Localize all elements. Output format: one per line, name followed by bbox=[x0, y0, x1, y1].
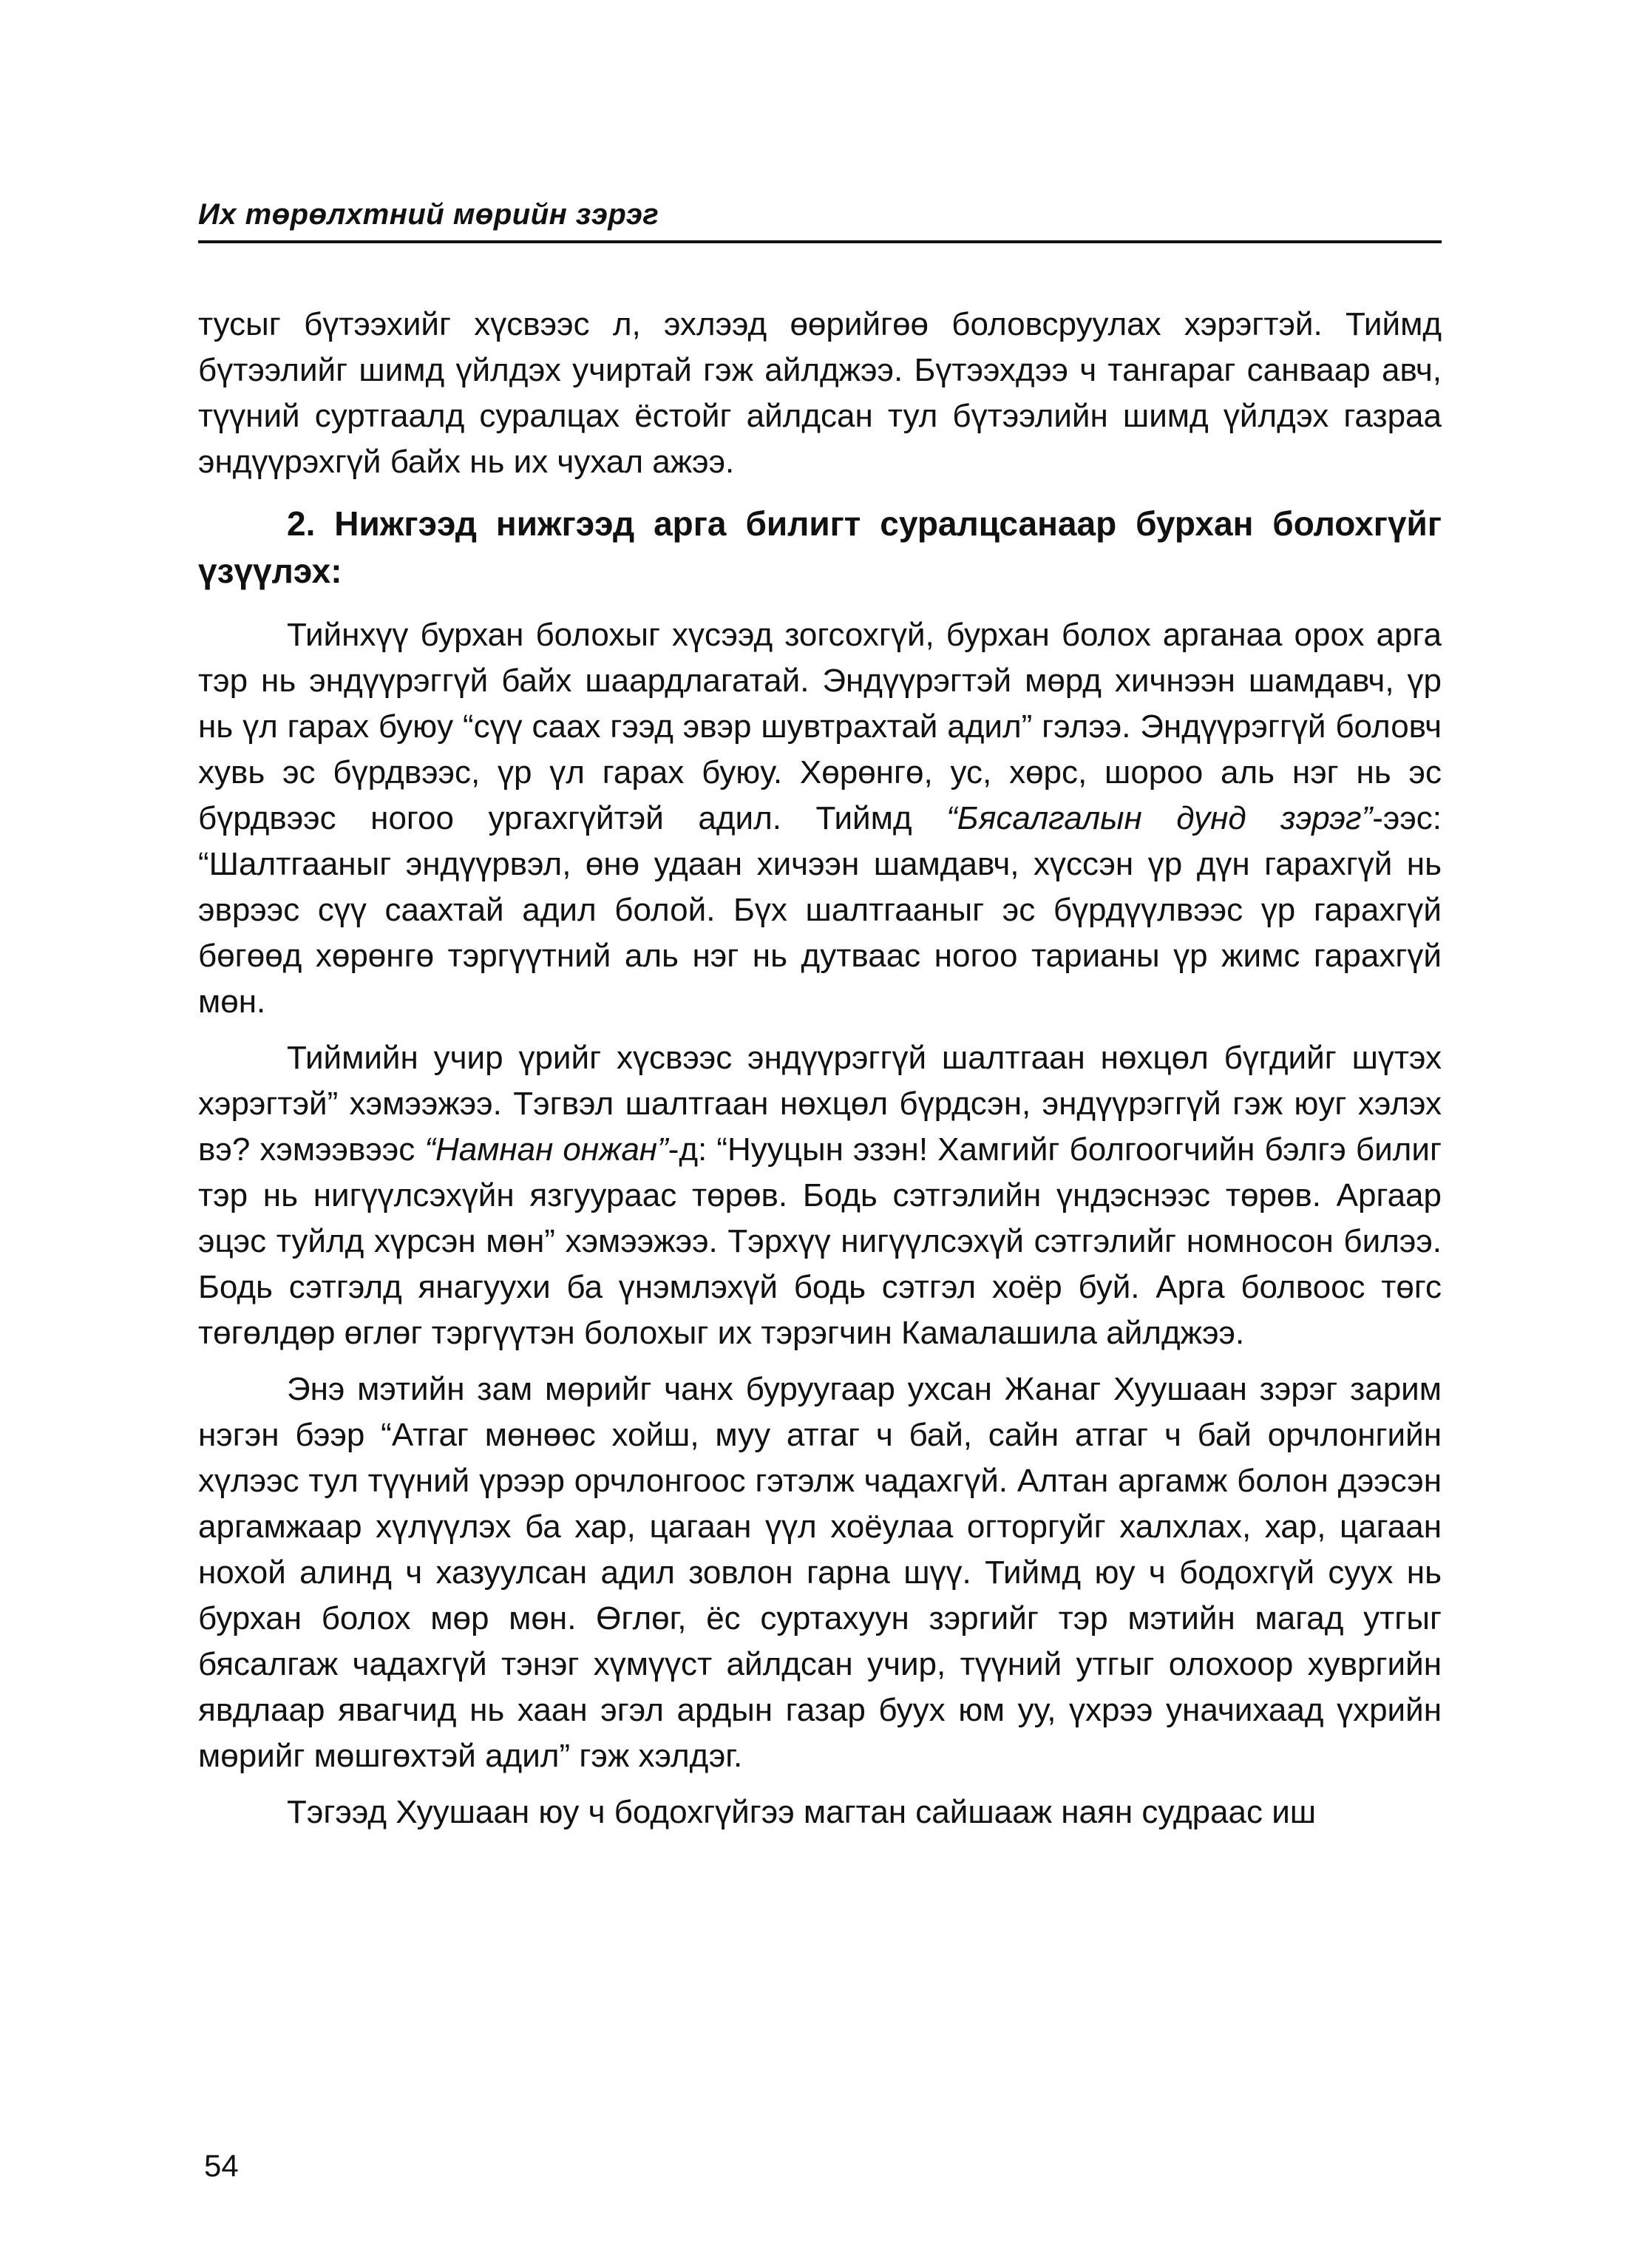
page-number: 54 bbox=[204, 2148, 239, 2183]
paragraph-3-text-b: -д: “Нууцын эзэн! Хамгийг болгоогчийн бэлгэ билиг тэр нь нигүүлсэхүйн язгуураас төрөв. Бодь сэтгэлийн үндэснээс төрөв. Аргаар эцэс туйлд хүрсэн мөн” хэмээжээ. Тэрхүү нигүүлсэхүй сэтгэлийг номносон билээ. Бодь сэтгэлд янагуухи ба үнэмлэхүй бодь сэтгэл хоёр буй. Арга болвоос төгс төгөлдөр өглөг тэргүүтэн болохыг их тэрэгчин Камалашила айлджээ. bbox=[198, 1131, 1442, 1351]
section-heading: 2. Нижгээд нижгээд арга билигт суралцсанаар бурхан болохгүйг үзүүлэх: bbox=[198, 504, 1442, 590]
running-header: Их төрөлхтний мөрийн зэрэг bbox=[198, 198, 659, 231]
body-text bbox=[198, 302, 1442, 1846]
paragraph-3-text-a: Тиймийн учир үрийг хүсвээс эндүүрэггүй шалтгаан нөхцөл бүгдийг шүтэх хэрэгтэй” хэмээжээ. Тэгвэл шалтгаан нөхцөл бүрдсэн, эндүүрэггүй гэж юуг хэлэх вэ? хэмээвээс bbox=[198, 1040, 1442, 1168]
paragraph-2-text-b: -ээс: “Шалтгааныг эндүүрвэл, өнө удаан хичээн шамдавч, хүссэн үр дүн гарахгүй нь эврээс сүү саахтай адил болой. Бүх шалтгааныг эс бүрдүүлвээс үр гарахгүй бөгөөд хөрөнгө тэргүүтний аль нэг нь дутваас ногоо тарианы үр жимс гарахгүй мөн. bbox=[198, 800, 1442, 1020]
paragraph-4: Энэ мэтийн зам мөрийг чанх буруугаар ухсан Жанаг Хуушаан зэрэг зарим нэгэн бээр “Атгаг мөнөөс хойш, муу атгаг ч бай, сайн атгаг ч бай орчлонгийн хүлээс тул түүний үрээр орчлонгоос гэтэлж чадахгүй. Алтан аргамж болон дээсэн аргамжаар хүлүүлэх ба хар, цагаан үүл хоёулаа огторгуйг халхлах, хар, цагаан нохой алинд ч хазуулсан адил зовлон гарна шүү. Тиймд юу ч бодохгүй суух нь бурхан болох мөр мөн. Өглөг, ёс суртахуун зэргийг тэр мэтийн магад утгыг бясалгаж чадахгүй тэнэг хүмүүст айлдсан учир, түүний утгыг олохоор хувргийн явдлаар явагчид нь хаан эгэл ардын газар буух юм уу, үхрээ уначихаад үхрийн мөрийг мөшгөхтэй адил” гэж хэлдэг. bbox=[198, 1371, 1442, 1774]
paragraph-2-citation: “Бясалгалын дунд зэрэг” bbox=[946, 800, 1373, 836]
paragraph-2 bbox=[198, 612, 1442, 1025]
paragraph-1: тусыг бүтээхийг хүсвээс л, эхлээд өөрийгөө боловсруулах хэрэгтэй. Тиймд бүтээлийг шимд үйлдэх учиртай гэж айлджээ. Бүтээхдээ ч тангараг санваар авч, түүний суртгаалд суралцах ёстойг айлдсан тул бүтээлийн шимд үйлдэх газраа эндүүрэхгүй байх нь их чухал ажээ. bbox=[198, 306, 1442, 480]
paragraph-3-citation: “Намнан онжан” bbox=[424, 1131, 668, 1168]
paragraph-3 bbox=[198, 1035, 1442, 1356]
paragraph-5: Тэгээд Хуушаан юу ч бодохгүйгээ магтан сайшааж наян судраас иш bbox=[287, 1794, 1317, 1830]
header-rule bbox=[198, 240, 1442, 243]
paragraph-2-text-a: Тийнхүү бурхан болохыг хүсээд зогсохгүй, бурхан болох арганаа орох арга тэр нь эндүүрэггүй байх шаардлагатай. Эндүүрэгтэй мөрд хичнээн шамдавч, үр нь үл гарах буюу “сүү саах гээд эвэр шувтрахтай адил” гэлээ. Эндүүрэггүй боловч хувь эс бүрдвээс, үр үл гарах буюу. Хөрөнгө, ус, хөрс, шороо аль нэг нь эс бүрдвээс ногоо ургахгүйтэй адил. Тиймд bbox=[198, 617, 1442, 836]
